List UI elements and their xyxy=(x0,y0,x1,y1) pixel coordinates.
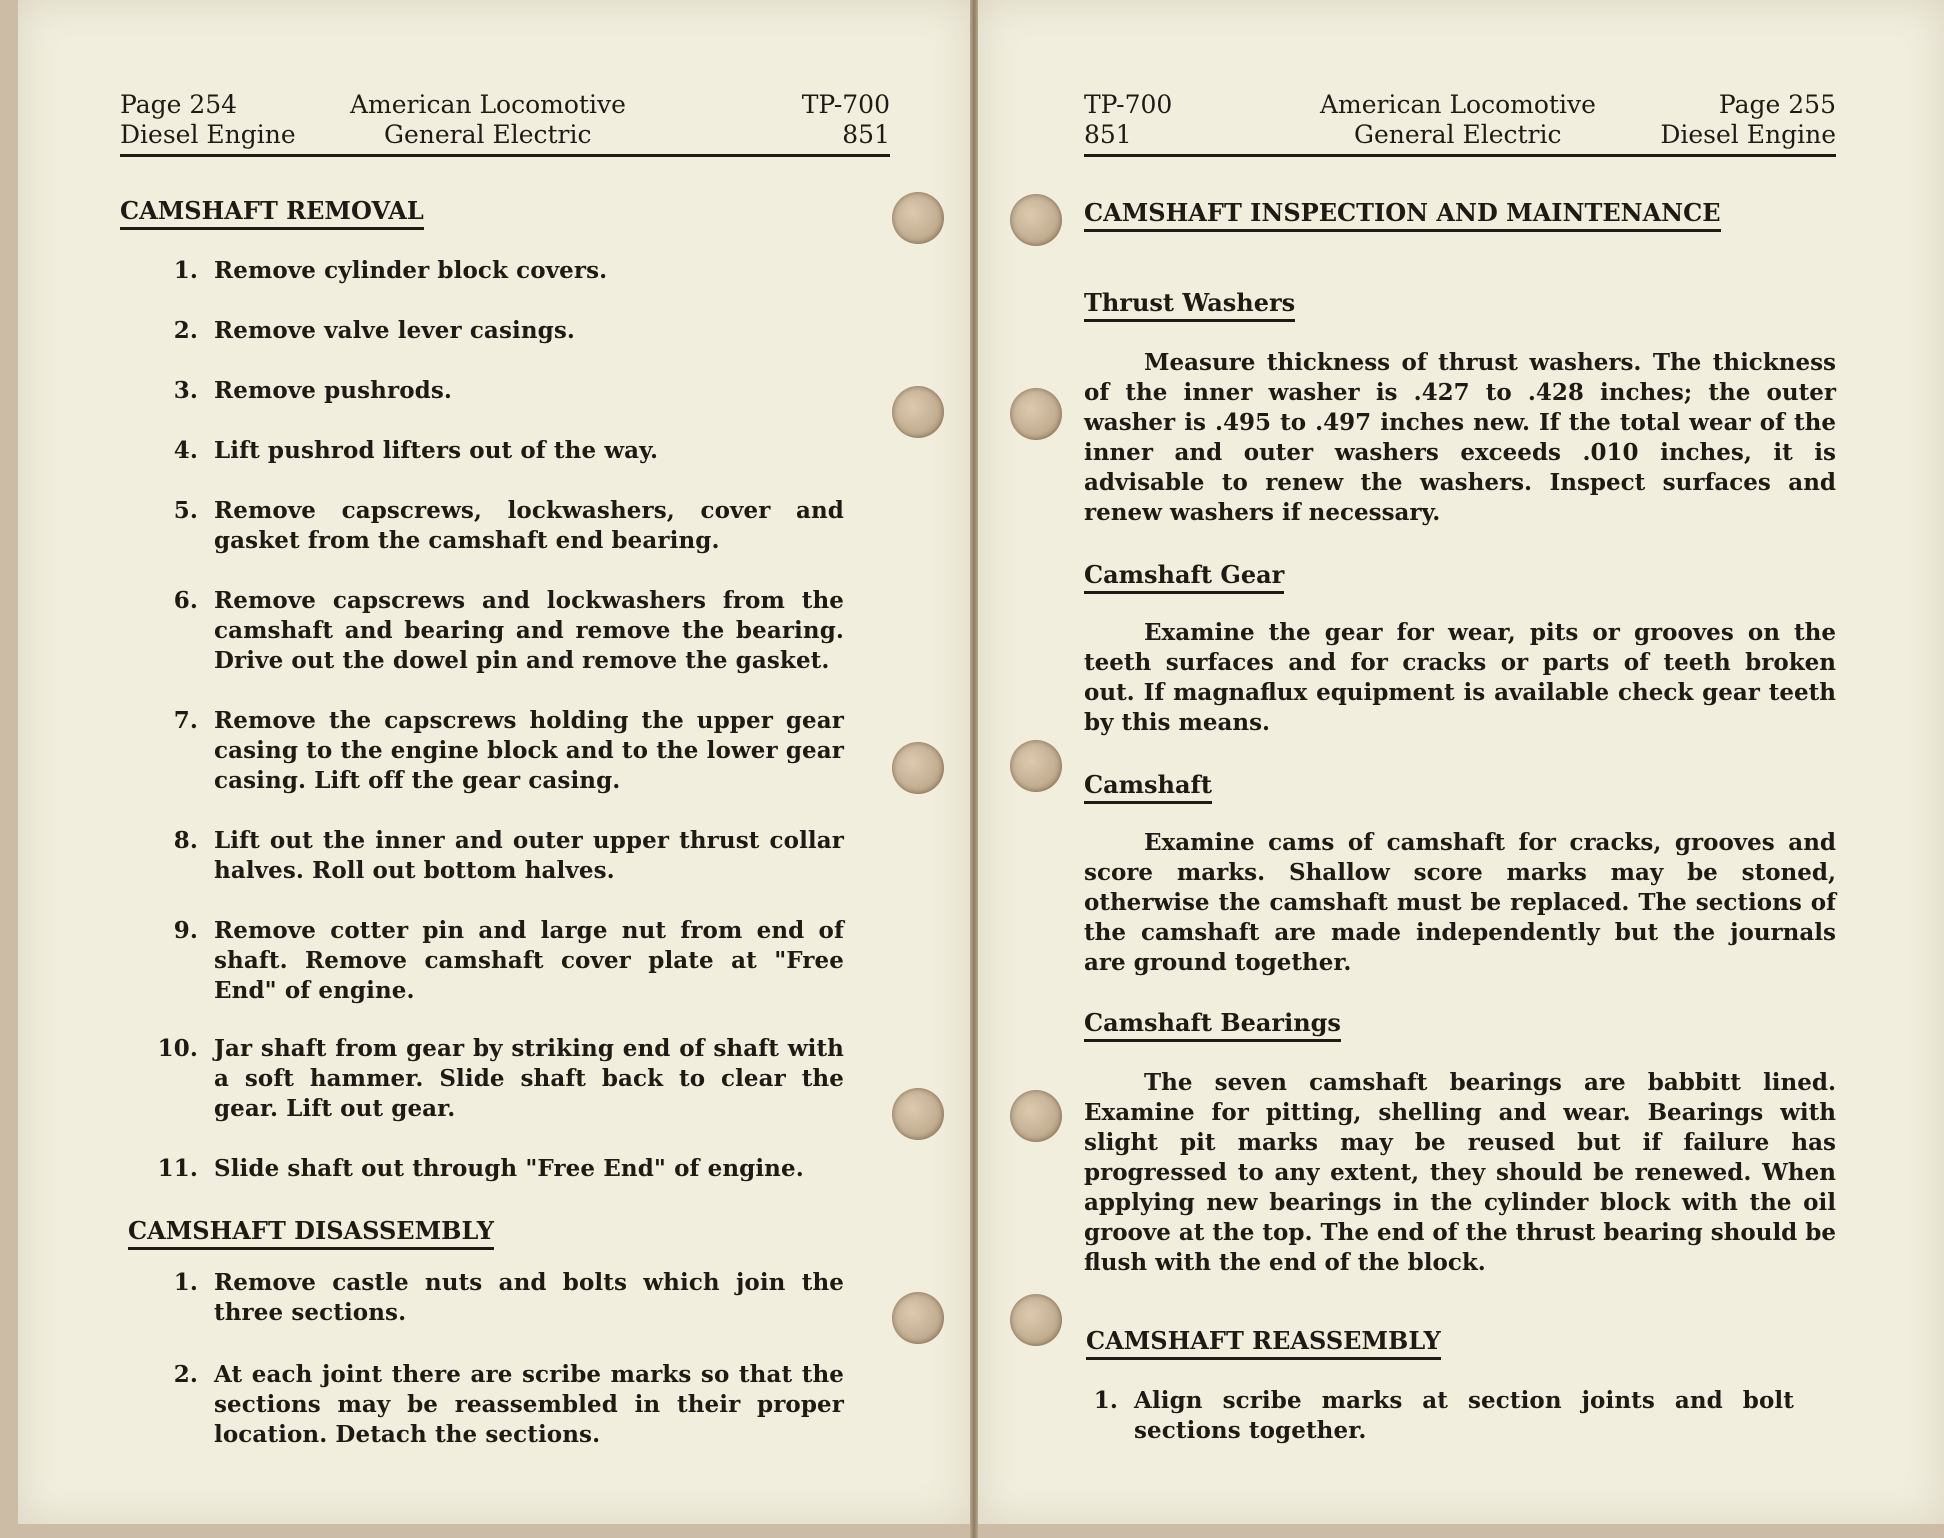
step-text: Remove cotter pin and large nut from end of shaft. Remove camshaft cover plate at "Free End" of engine. xyxy=(214,917,844,1004)
step-number: 2. xyxy=(173,1361,198,1388)
step-number: 4. xyxy=(173,437,198,464)
section-title-camshaft-removal: CAMSHAFT REMOVAL xyxy=(120,196,424,230)
step-number: 1. xyxy=(173,1269,198,1296)
publisher-line-2: General Electric xyxy=(384,120,592,149)
paragraph-camshaft: Examine cams of camshaft for cracks, grooves and score marks. Shallow score marks may be stoned, otherwise the camshaft must be replaced. The sections of the camshaft are made independently but the journals are ground together. xyxy=(1084,829,1836,976)
header-right-column xyxy=(1660,90,1836,150)
binder-hole xyxy=(892,742,944,794)
section-title-camshaft-disassembly: CAMSHAFT DISASSEMBLY xyxy=(128,1216,494,1250)
step-number: 10. xyxy=(157,1035,198,1062)
step-text: Lift pushrod lifters out of the way. xyxy=(214,437,659,464)
step-number: 5. xyxy=(173,497,198,524)
publisher-line-1: American Locomotive xyxy=(1320,90,1596,119)
book-gutter xyxy=(970,0,978,1538)
engine-label: Diesel Engine xyxy=(120,120,296,149)
left-page xyxy=(18,0,970,1524)
left-page-header xyxy=(120,90,890,157)
right-page-header xyxy=(1084,90,1836,157)
subheading-thrust-washers: Thrust Washers xyxy=(1084,288,1295,322)
paragraph-thrust-washers: Measure thickness of thrust washers. The thickness of the inner washer is .427 to .428 inches; the outer washer is .495 to .497 inches new. If the total wear of the inner and outer washers exceeds .010 inches, it is advisable to renew the washers. Inspect surfaces and renew washers if necessary. xyxy=(1084,349,1836,526)
header-right-column xyxy=(802,90,890,150)
step-text: Remove cylinder block covers. xyxy=(214,257,608,284)
step-text: Jar shaft from gear by striking end of shaft with a soft hammer. Slide shaft back to clear the gear. Lift out gear. xyxy=(214,1035,844,1122)
header-left-column xyxy=(120,90,296,150)
binder-hole xyxy=(892,386,944,438)
step-text: Slide shaft out through "Free End" of engine. xyxy=(214,1155,804,1182)
right-page xyxy=(978,0,1944,1524)
binder-hole xyxy=(1010,740,1062,792)
document-code: TP-700 xyxy=(801,90,890,119)
step-text: Remove castle nuts and bolts which join the three sections. xyxy=(214,1269,844,1326)
binder-hole xyxy=(892,192,944,244)
step-number: 3. xyxy=(173,377,198,404)
step-text: Remove capscrews and lockwashers from the camshaft and bearing and remove the bearing. Drive out the dowel pin and remove the gasket. xyxy=(214,587,844,674)
step-text: Align scribe marks at section joints and bolt sections together. xyxy=(1134,1387,1794,1444)
step-text: At each joint there are scribe marks so that the sections may be reassembled in their proper location. Detach the sections. xyxy=(214,1361,844,1448)
section-title-camshaft-inspection: CAMSHAFT INSPECTION AND MAINTENANCE xyxy=(1084,198,1721,232)
step-number: 7. xyxy=(173,707,198,734)
subheading-camshaft-gear: Camshaft Gear xyxy=(1084,560,1284,594)
subheading-camshaft: Camshaft xyxy=(1084,770,1212,804)
subheading-camshaft-bearings: Camshaft Bearings xyxy=(1084,1008,1341,1042)
binder-hole xyxy=(1010,1090,1062,1142)
step-number: 6. xyxy=(173,587,198,614)
binder-hole xyxy=(1010,1294,1062,1346)
binder-hole xyxy=(892,1292,944,1344)
header-left-column xyxy=(1084,90,1172,150)
page-number: Page 254 xyxy=(120,90,238,119)
header-center-column xyxy=(1320,90,1596,150)
step-text: Lift out the inner and outer upper thrust collar halves. Roll out bottom halves. xyxy=(214,827,844,884)
step-number: 8. xyxy=(173,827,198,854)
page-number: Page 255 xyxy=(1718,90,1836,119)
paragraph-camshaft-bearings: The seven camshaft bearings are babbitt lined. Examine for pitting, shelling and wear. Bearings with slight pit marks may be reused but if failure has progressed to any extent, they should be renewed. When applying new bearings in the cylinder block with the oil groove at the top. The end of the thrust bearing should be flush with the end of the block. xyxy=(1084,1069,1836,1276)
step-text: Remove valve lever casings. xyxy=(214,317,575,344)
engine-label: Diesel Engine xyxy=(1660,120,1836,149)
paragraph-camshaft-gear: Examine the gear for wear, pits or grooves on the teeth surfaces and for cracks or parts of teeth broken out. If magnaflux equipment is available check gear teeth by this means. xyxy=(1084,619,1836,736)
step-text: Remove pushrods. xyxy=(214,377,453,404)
document-number: 851 xyxy=(1084,120,1132,149)
step-number: 11. xyxy=(157,1155,198,1182)
step-text: Remove capscrews, lockwashers, cover and gasket from the camshaft end bearing. xyxy=(214,497,844,554)
binder-hole xyxy=(1010,194,1062,246)
section-title-camshaft-reassembly: CAMSHAFT REASSEMBLY xyxy=(1086,1326,1441,1360)
binder-hole xyxy=(892,1088,944,1140)
publisher-line-2: General Electric xyxy=(1354,120,1562,149)
step-number: 1. xyxy=(173,257,198,284)
header-center-column xyxy=(350,90,626,150)
document-number: 851 xyxy=(842,120,890,149)
step-number: 9. xyxy=(173,917,198,944)
step-number: 2. xyxy=(173,317,198,344)
step-text: Remove the capscrews holding the upper gear casing to the engine block and to the lower gear casing. Lift off the gear casing. xyxy=(214,707,844,794)
document-code: TP-700 xyxy=(1084,90,1173,119)
binder-hole xyxy=(1010,388,1062,440)
step-number: 1. xyxy=(1093,1387,1118,1414)
publisher-line-1: American Locomotive xyxy=(350,90,626,119)
